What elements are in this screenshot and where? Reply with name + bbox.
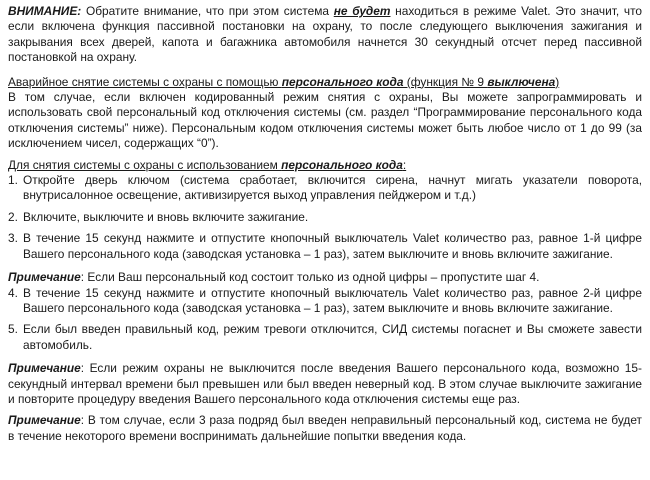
steps-title-before: Для снятия системы с охраны с использованием: [8, 157, 282, 172]
note-3-label: Примечание: [8, 413, 81, 428]
list-item-number: 4.: [8, 285, 18, 300]
steps-list-1: [8, 173, 642, 262]
intro-text-before: Обратите внимание, что при этом система: [81, 4, 334, 18]
steps-list-2: [8, 286, 642, 354]
list-item: [8, 231, 642, 262]
note-2-text: : Если режим охраны не выключится после введения Вашего персонального кода, возможно 15-секундный интервал времени был превышен или был введен неверный код. В этом случае выключите зажигание и повторите процедуру введения Вашего персонального кода отключения системы еще раз.: [8, 361, 642, 406]
steps-title-after: :: [402, 157, 407, 172]
note-2: [8, 361, 642, 407]
list-item-text: Откройте дверь ключом (система сработает, включится сирена, начнут мигать указатели поворота, внутрисалонное освещение, активизируется выход управления пейджером и т.д.): [23, 173, 642, 203]
section-title: [8, 75, 642, 90]
section-title-after: ): [555, 74, 560, 89]
list-item-number: 2.: [8, 209, 18, 224]
note-2-label: Примечание: [8, 361, 81, 376]
list-item-text: Включите, выключите и вновь включите зажигание.: [23, 209, 309, 224]
list-item-number: 1.: [8, 173, 18, 188]
list-item-number: 5.: [8, 322, 18, 337]
intro-paragraph: [8, 4, 642, 66]
list-item-text: Если был введен правильный код, режим тревоги отключится, СИД системы погаснет и Вы сможете завести автомобиль.: [23, 322, 642, 352]
section-title-emphasis2: выключена: [487, 74, 556, 89]
note-3-text: : В том случае, если 3 раза подряд был введен неправильный персональный код, система не будет в течение некоторого времени воспринимать дальнейшие попытки введения кода.: [8, 413, 642, 443]
steps-title-emphasis: персонального кода: [281, 157, 403, 172]
list-item: [8, 210, 642, 225]
list-item: [8, 322, 642, 353]
list-item: [8, 286, 642, 317]
intro-label: ВНИМАНИЕ:: [8, 4, 82, 18]
note-1-label: Примечание: [8, 270, 81, 285]
section-title-before: Аварийное снятие системы с охраны с помощью: [8, 74, 282, 89]
list-item-text: В течение 15 секунд нажмите и отпустите кнопочный выключатель Valet количество раз, равное 1-й цифре Вашего персонального кода (заводская установка – 1 раз), затем выключите и вновь включите зажигание.: [23, 231, 642, 261]
steps-title: [8, 158, 642, 173]
list-item: [8, 173, 642, 204]
note-3: [8, 413, 642, 444]
note-1-text: : Если Ваш персональный код состоит только из одной цифры – пропустите шаг 4.: [80, 270, 540, 285]
list-item-text: В течение 15 секунд нажмите и отпустите кнопочный выключатель Valet количество раз, равное 2-й цифре Вашего персонального кода (заводская установка – 1 раз), затем выключите и вновь включите зажигание.: [23, 285, 642, 315]
list-item-number: 3.: [8, 231, 18, 246]
intro-text-after: находиться в режиме Valet. Это значит, что если включена функция пассивной постановки на охрану, то после следующего выключения зажигания и закрывания всех дверей, капота и багажника автомобиля начнется 30 секундный отсчет перед пассивной постановкой на охрану.: [8, 4, 642, 65]
note-1: [8, 270, 642, 285]
section-title-emphasis: персонального кода: [281, 74, 404, 89]
section-paragraph: В том случае, если включен кодированный режим снятия с охраны, Вы можете запрограммировать и использовать свой персональный код отключения системы (см. раздел “Программирование персонального кода отключения системы” ниже). Персональным кодом отключения системы может быть любое число от 1 до 99 (за исключением чисел, содержащих “0”).: [8, 90, 642, 151]
section-title-middle: (функция № 9: [403, 74, 488, 89]
intro-emphasis: не будет: [333, 4, 391, 18]
